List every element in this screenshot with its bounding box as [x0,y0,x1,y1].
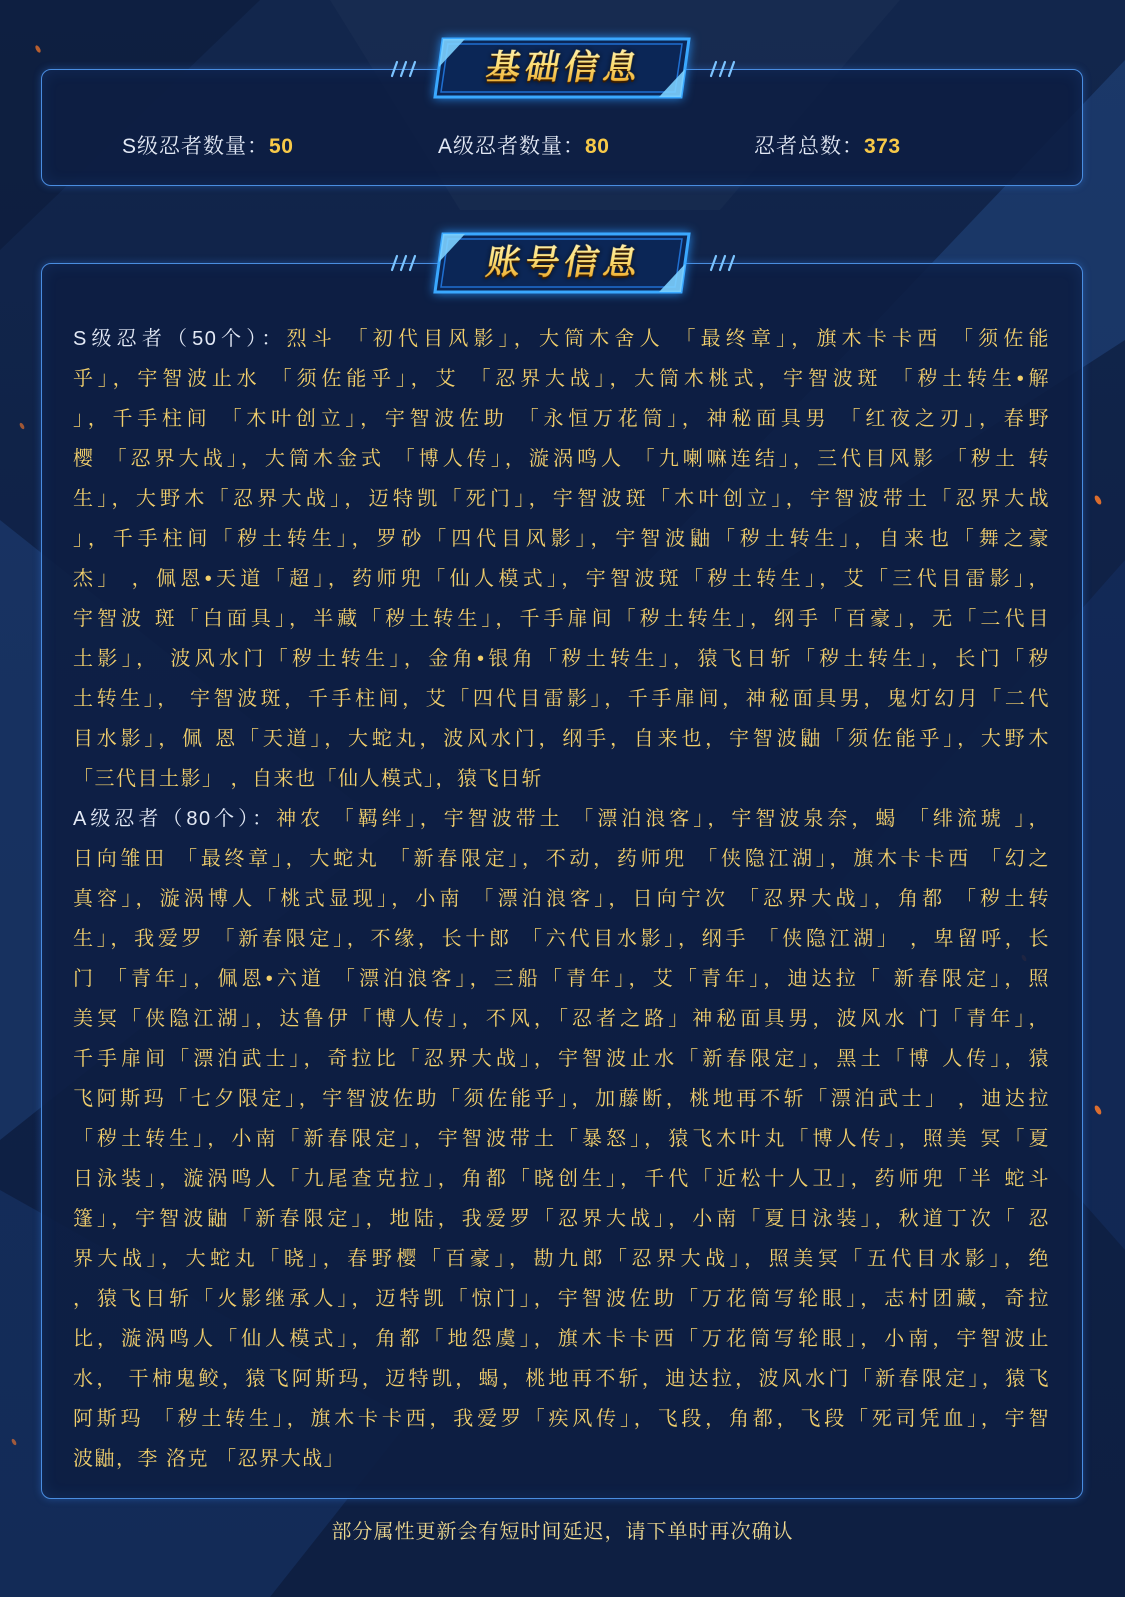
a-rank-label: A级忍者（80个）： [73,808,277,830]
a-rank-line: 阿斯玛 「秽土转生」，旗木卡卡西，我爱罗「疾风传」，飞段，角都，飞段「死司凭血」，宇智 [73,1408,1050,1430]
a-rank-line: 水， 干柿鬼鲛，猿飞阿斯玛，迈特凯，蝎，桃地再不斩，迪达拉，波风水门「新春限定」，猿飞 [73,1368,1050,1390]
stat-value: 50 [269,135,294,158]
stat-label: S级忍者数量： [122,135,270,158]
s-rank-line: 生」，大野木「忍界大战」，迈特凯「死门」，宇智波斑「木叶创立」，宇智波带土「忍界大战 [73,488,1050,510]
account-info-title: 账号信息 [426,232,699,294]
s-rank-line: 宇智波 斑「白面具」，半藏「秽土转生」，千手扉间「秽土转生」，纲手「百豪」，无「二代目 [73,608,1050,630]
header-slash-decoration [386,254,426,272]
footer-note: 部分属性更新会有短时间延迟，请下单时再次确认 [331,1521,794,1543]
s-rank-line: 目水影」，佩 恩「天道」，大蛇丸，波风水门，纲手，自来也，宇智波鼬「须佐能乎」，大野木 [73,728,1050,750]
stat-value: 80 [585,135,610,158]
stat-a-rank-count [438,134,609,160]
s-rank-line: 土影」， 波风水门「秽土转生」，金角•银角「秽土转生」，猿飞日斩「秽土转生」，长门「秽 [73,648,1050,670]
stat-label: A级忍者数量： [438,135,586,158]
s-rank-line-text: 烈斗 「初代目风影」，大筒木舍人 「最终章」，旗木卡卡西 「须佐能 [286,328,1051,350]
ninja-list [73,319,1050,1479]
header-slash-decoration [700,254,740,272]
basic-info-title: 基础信息 [426,37,699,99]
s-rank-line: 乎」，宇智波止水 「须佐能乎」，艾 「忍界大战」，大筒木桃式，宇智波斑 「秽土转生•解 [73,368,1050,390]
account-info-header [431,232,693,294]
a-rank-line: 门 「青年」，佩恩•六道 「漂泊浪客」，三船「青年」，艾「青年」，迪达拉「 新春限定」，照 [73,968,1050,990]
basic-info-header [431,37,693,99]
stat-label: 忍者总数： [754,135,864,158]
stat-s-rank-count [122,134,293,160]
s-rank-line: 」，千手柱间 「木叶创立」，宇智波佐助 「永恒万花筒」，神秘面具男 「红夜之刃」，春野 [73,408,1050,430]
a-rank-line: 真容」，漩涡博人「桃式显现」，小南 「漂泊浪客」，日向宁次 「忍界大战」，角都 「秽土转 [73,888,1050,910]
stat-total-count [754,134,901,160]
a-rank-line: 生」，我爱罗 「新春限定」，不缘，长十郎 「六代目水影」，纲手 「侠隐江湖」 ，卑留呼，长 [73,928,1050,950]
s-rank-line: 」，千手柱间「秽土转生」，罗砂「四代目风影」，宇智波鼬「秽土转生」，自来也「舞之豪 [73,528,1050,550]
a-rank-line: 日向雏田 「最终章」，大蛇丸 「新春限定」，不动，药师兜 「侠隐江湖」，旗木卡卡西 「幻之 [73,848,1050,870]
a-rank-line-text: 神农 「羁绊」，宇智波带土 「漂泊浪客」，宇智波泉奈，蝎 「绯流琥 」， [276,808,1050,830]
a-rank-line: 篷」，宇智波鼬「新春限定」，地陆，我爱罗「忍界大战」，小南「夏日泳装」，秋道丁次「 忍 [73,1208,1050,1230]
s-rank-line [73,319,1050,359]
a-rank-line: 日泳装」，漩涡鸣人「九尾查克拉」，角都「晓创生」，千代「近松十人卫」，药师兜「半 蛇斗 [73,1168,1050,1190]
header-slash-decoration [700,60,740,78]
s-rank-label: S级忍者（50个）： [73,328,287,350]
a-rank-line [73,799,1050,839]
a-rank-line: 飞阿斯玛「七夕限定」，宇智波佐助「须佐能乎」，加藤断，桃地再不斩「漂泊武士」 ，迪达拉 [73,1088,1050,1110]
s-rank-line: 樱 「忍界大战」，大筒木金式 「博人传」，漩涡鸣人 「九喇嘛连结」，三代目风影 「秽土 转 [73,448,1050,470]
stat-value: 373 [864,135,901,158]
a-rank-line: 比，漩涡鸣人「仙人模式」，角都「地怨虞」，旗木卡卡西「万花筒写轮眼」，小南，宇智波止 [73,1328,1050,1350]
a-rank-line: 美冥「侠隐江湖」，达鲁伊「博人传」，不风，「忍者之路」神秘面具男，波风水 门「青年」， [73,1008,1050,1030]
a-rank-line: 界大战」，大蛇丸「晓」，春野樱「百豪」，勘九郎「忍界大战」，照美冥「五代目水影」，绝 [73,1248,1050,1270]
s-rank-line: 土转生」， 宇智波斑，千手柱间，艾「四代目雷影」，千手扉间，神秘面具男，鬼灯幻月「二代 [73,688,1050,710]
a-rank-line: ，猿飞日斩「火影继承人」，迈特凯「惊门」，宇智波佐助「万花筒写轮眼」，志村团藏，奇拉 [73,1288,1050,1310]
a-rank-line: 「秽土转生」，小南「新春限定」，宇智波带土「暴怒」，猿飞木叶丸「博人传」，照美 冥「夏 [73,1128,1050,1150]
account-info-panel [41,263,1083,1499]
header-slash-decoration [386,60,426,78]
a-rank-line: 波鼬，李 洛克 「忍界大战」 [73,1448,346,1470]
s-rank-line: 杰」 ，佩恩•天道「超」，药师兜「仙人模式」，宇智波斑「秽土转生」，艾「三代目雷影」， [73,568,1050,590]
a-rank-line: 千手扉间「漂泊武士」，奇拉比「忍界大战」，宇智波止水「新春限定」，黑土「博 人传」，猿 [73,1048,1050,1070]
s-rank-line: 「三代目土影」 ，自来也「仙人模式」，猿飞日斩 [73,768,544,790]
